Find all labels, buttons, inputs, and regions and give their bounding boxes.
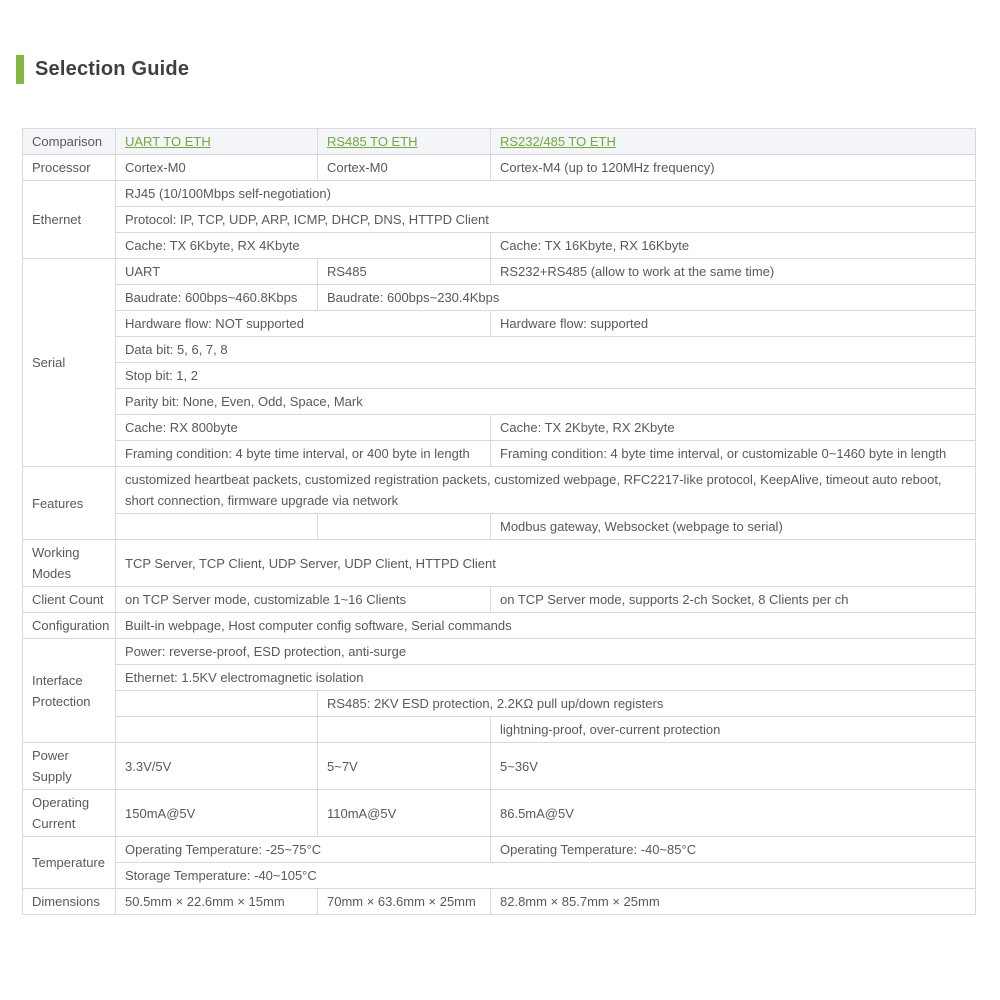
row-label-cell: Dimensions xyxy=(23,889,116,915)
row-label-cell: Working Modes xyxy=(23,540,116,587)
row-label-cell: Processor xyxy=(23,155,116,181)
table-row xyxy=(23,889,976,915)
selection-guide-table-wrap xyxy=(22,128,976,915)
spec-cell: Operating Temperature: -25~75°C xyxy=(116,837,491,863)
spec-cell: TCP Server, TCP Client, UDP Server, UDP Client, HTTPD Client xyxy=(116,540,976,587)
spec-cell: Cache: RX 800byte xyxy=(116,415,491,441)
spec-cell: Protocol: IP, TCP, UDP, ARP, ICMP, DHCP, DNS, HTTPD Client xyxy=(116,207,976,233)
table-row xyxy=(23,337,976,363)
table-row xyxy=(23,691,976,717)
spec-cell: on TCP Server mode, supports 2-ch Socket, 8 Clients per ch xyxy=(491,587,976,613)
spec-cell: RS232+RS485 (allow to work at the same time) xyxy=(491,259,976,285)
spec-cell: Hardware flow: supported xyxy=(491,311,976,337)
page-title: Selection Guide xyxy=(35,58,190,80)
table-row xyxy=(23,743,976,790)
row-label-cell: Operating Current xyxy=(23,790,116,837)
table-row xyxy=(23,467,976,514)
comparison-header-cell: Comparison xyxy=(23,129,116,155)
spec-cell: Power: reverse-proof, ESD protection, anti-surge xyxy=(116,639,976,665)
spec-cell: Cortex-M0 xyxy=(116,155,318,181)
spec-cell: Hardware flow: NOT supported xyxy=(116,311,491,337)
title-accent-bar xyxy=(16,55,24,84)
table-row xyxy=(23,540,976,587)
row-label-cell: Features xyxy=(23,467,116,540)
spec-cell: 5~36V xyxy=(491,743,976,790)
table-row xyxy=(23,233,976,259)
table-row xyxy=(23,613,976,639)
spec-cell: Modbus gateway, Websocket (webpage to serial) xyxy=(491,514,976,540)
spec-cell: 3.3V/5V xyxy=(116,743,318,790)
spec-cell: 50.5mm × 22.6mm × 15mm xyxy=(116,889,318,915)
spec-cell: Cache: TX 6Kbyte, RX 4Kbyte xyxy=(116,233,491,259)
spec-cell: Cortex-M4 (up to 120MHz frequency) xyxy=(491,155,976,181)
table-row xyxy=(23,181,976,207)
spec-cell: 150mA@5V xyxy=(116,790,318,837)
table-row xyxy=(23,311,976,337)
column-link-rs485-to-eth[interactable]: RS485 TO ETH xyxy=(327,134,418,149)
column-header-cell xyxy=(116,129,318,155)
spec-cell: 82.8mm × 85.7mm × 25mm xyxy=(491,889,976,915)
table-row xyxy=(23,639,976,665)
table-row xyxy=(23,285,976,311)
spec-cell: Operating Temperature: -40~85°C xyxy=(491,837,976,863)
empty-cell xyxy=(318,514,491,540)
spec-cell: Data bit: 5, 6, 7, 8 xyxy=(116,337,976,363)
spec-cell: on TCP Server mode, customizable 1~16 Clients xyxy=(116,587,491,613)
row-label-cell: Configuration xyxy=(23,613,116,639)
spec-cell: RS485 xyxy=(318,259,491,285)
table-row xyxy=(23,514,976,540)
spec-cell: Parity bit: None, Even, Odd, Space, Mark xyxy=(116,389,976,415)
spec-cell: Baudrate: 600bps~460.8Kbps xyxy=(116,285,318,311)
column-link-rs232-485-to-eth[interactable]: RS232/485 TO ETH xyxy=(500,134,616,149)
spec-cell: Cache: TX 2Kbyte, RX 2Kbyte xyxy=(491,415,976,441)
spec-cell: Framing condition: 4 byte time interval, or customizable 0~1460 byte in length xyxy=(491,441,976,467)
spec-cell: customized heartbeat packets, customized registration packets, customized webpage, RFC2217-like protocol, KeepAlive, timeout auto reboot, short connection, firmware upgrade via network xyxy=(116,467,976,514)
spec-cell: UART xyxy=(116,259,318,285)
column-header-cell xyxy=(318,129,491,155)
spec-cell: Baudrate: 600bps~230.4Kbps xyxy=(318,285,976,311)
spec-cell: lightning-proof, over-current protection xyxy=(491,717,976,743)
empty-cell xyxy=(318,717,491,743)
row-label-cell: Temperature xyxy=(23,837,116,889)
spec-cell: Framing condition: 4 byte time interval, or 400 byte in length xyxy=(116,441,491,467)
row-label-cell: Client Count xyxy=(23,587,116,613)
spec-cell: RJ45 (10/100Mbps self-negotiation) xyxy=(116,181,976,207)
empty-cell xyxy=(116,717,318,743)
table-row xyxy=(23,837,976,863)
spec-cell: RS485: 2KV ESD protection, 2.2KΩ pull up/down registers xyxy=(318,691,976,717)
row-label-cell: Serial xyxy=(23,259,116,467)
table-row xyxy=(23,389,976,415)
row-label-cell: Power Supply xyxy=(23,743,116,790)
empty-cell xyxy=(116,691,318,717)
column-header-cell xyxy=(491,129,976,155)
spec-cell: Storage Temperature: -40~105°C xyxy=(116,863,976,889)
table-row xyxy=(23,790,976,837)
spec-cell: Cortex-M0 xyxy=(318,155,491,181)
spec-cell: Stop bit: 1, 2 xyxy=(116,363,976,389)
selection-guide-table xyxy=(22,128,976,915)
table-row xyxy=(23,363,976,389)
spec-cell: Cache: TX 16Kbyte, RX 16Kbyte xyxy=(491,233,976,259)
row-label-cell: Ethernet xyxy=(23,181,116,259)
selection-table-body xyxy=(23,129,976,915)
empty-cell xyxy=(116,514,318,540)
table-row xyxy=(23,441,976,467)
table-row xyxy=(23,259,976,285)
table-row xyxy=(23,207,976,233)
row-label-cell: Interface Protection xyxy=(23,639,116,743)
spec-cell: Ethernet: 1.5KV electromagnetic isolation xyxy=(116,665,976,691)
spec-cell: 86.5mA@5V xyxy=(491,790,976,837)
table-row xyxy=(23,415,976,441)
table-row xyxy=(23,863,976,889)
table-row xyxy=(23,717,976,743)
table-row xyxy=(23,155,976,181)
spec-cell: 70mm × 63.6mm × 25mm xyxy=(318,889,491,915)
spec-cell: Built-in webpage, Host computer config software, Serial commands xyxy=(116,613,976,639)
section-title xyxy=(16,55,189,84)
table-row xyxy=(23,587,976,613)
table-row xyxy=(23,665,976,691)
column-link-uart-to-eth[interactable]: UART TO ETH xyxy=(125,134,211,149)
spec-cell: 110mA@5V xyxy=(318,790,491,837)
spec-cell: 5~7V xyxy=(318,743,491,790)
table-header-row xyxy=(23,129,976,155)
